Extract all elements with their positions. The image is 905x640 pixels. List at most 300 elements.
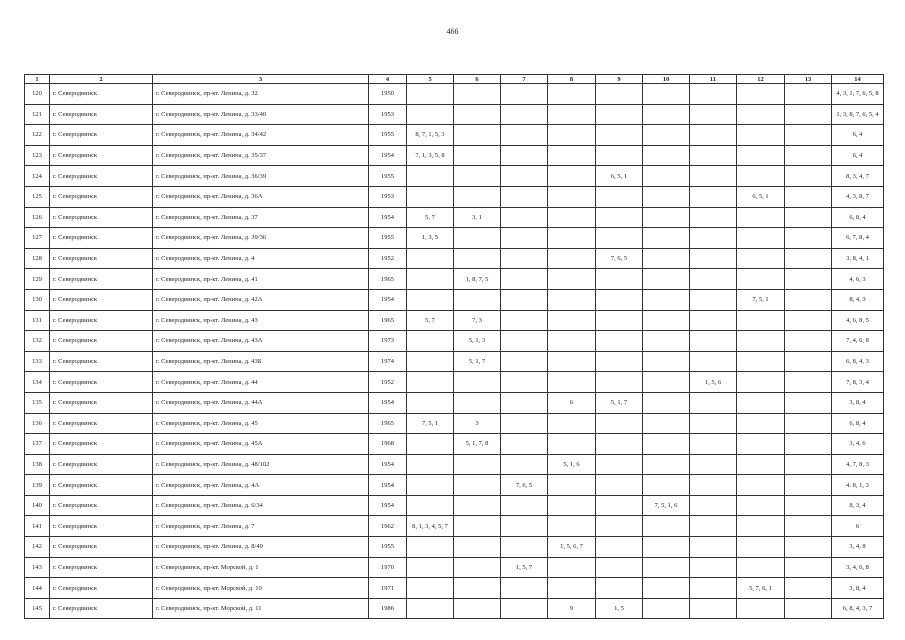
table-cell <box>785 125 832 146</box>
table-cell: 3 <box>454 413 501 434</box>
table-cell: 131 <box>25 310 50 331</box>
table-row <box>25 310 884 331</box>
table-cell <box>548 434 596 455</box>
table-cell <box>501 125 548 146</box>
table-cell <box>454 537 501 558</box>
table-cell: 1965 <box>369 310 407 331</box>
table-cell: 1955 <box>369 125 407 146</box>
table-cell: 1955 <box>369 537 407 558</box>
table-cell <box>690 310 737 331</box>
table-cell <box>454 495 501 516</box>
table-cell <box>643 516 690 537</box>
table-cell <box>690 145 737 166</box>
table-row <box>25 372 884 393</box>
table-cell: г. Северодвинск <box>50 495 153 516</box>
table-cell: 7, 8, 3, 4 <box>832 372 884 393</box>
table-cell: 143 <box>25 557 50 578</box>
table-cell: 1974 <box>369 351 407 372</box>
table-cell: 127 <box>25 228 50 249</box>
table-cell: 8, 1, 3, 4, 5, 7 <box>407 516 454 537</box>
table-cell <box>596 351 643 372</box>
table-cell: г. Северодвинск <box>50 84 153 105</box>
table-cell <box>643 310 690 331</box>
table-cell: 7, 6, 5 <box>596 248 643 269</box>
table-cell: 121 <box>25 104 50 125</box>
table-cell <box>643 351 690 372</box>
table-row <box>25 228 884 249</box>
table-cell <box>737 269 785 290</box>
table-cell: 6, 5, 1 <box>737 186 785 207</box>
table-cell: г. Северодвинск, пр-кт. Ленина, д. 34/42 <box>153 125 369 146</box>
table-cell <box>454 289 501 310</box>
table-cell: 4, 6, 8, 5 <box>832 310 884 331</box>
table-cell <box>548 413 596 434</box>
table-cell: 120 <box>25 84 50 105</box>
table-cell: 122 <box>25 125 50 146</box>
column-header: 6 <box>454 75 501 84</box>
table-row <box>25 248 884 269</box>
table-cell: г. Северодвинск <box>50 434 153 455</box>
table-cell <box>596 537 643 558</box>
table-cell <box>785 289 832 310</box>
table-cell: г. Северодвинск, пр-кт. Ленина, д. 43Б <box>153 351 369 372</box>
table-cell <box>643 372 690 393</box>
table-cell <box>643 145 690 166</box>
table-cell <box>501 598 548 619</box>
table-cell <box>737 434 785 455</box>
table-cell: 1954 <box>369 475 407 496</box>
table-cell <box>785 228 832 249</box>
table-cell <box>407 434 454 455</box>
table-cell <box>501 145 548 166</box>
table-cell: 1962 <box>369 516 407 537</box>
table-cell <box>596 310 643 331</box>
table-cell <box>596 516 643 537</box>
table-cell <box>643 392 690 413</box>
table-row <box>25 269 884 290</box>
table-cell: г. Северодвинск, пр-кт. Морской, д. 1 <box>153 557 369 578</box>
table-cell <box>454 166 501 187</box>
table-cell <box>785 84 832 105</box>
table-cell: 1971 <box>369 578 407 599</box>
table-cell <box>785 578 832 599</box>
table-row <box>25 125 884 146</box>
table-cell <box>501 228 548 249</box>
table-cell <box>785 598 832 619</box>
table-cell <box>596 125 643 146</box>
table-cell <box>690 125 737 146</box>
table-cell <box>737 495 785 516</box>
table-row <box>25 84 884 105</box>
column-header: 13 <box>785 75 832 84</box>
table-cell: 1954 <box>369 454 407 475</box>
table-cell: 142 <box>25 537 50 558</box>
table-cell: г. Северодвинск <box>50 248 153 269</box>
table-cell <box>785 104 832 125</box>
table-cell <box>596 289 643 310</box>
table-cell <box>548 104 596 125</box>
table-cell <box>643 84 690 105</box>
table-cell <box>643 166 690 187</box>
table-cell <box>454 392 501 413</box>
table-cell <box>690 248 737 269</box>
table-cell <box>548 289 596 310</box>
table-cell <box>596 454 643 475</box>
table-cell <box>785 454 832 475</box>
table-cell <box>785 145 832 166</box>
table-cell: 4. 8, 1, 3 <box>832 475 884 496</box>
table-cell <box>407 166 454 187</box>
table-cell: 5, 1, 3 <box>454 331 501 352</box>
table-cell: 3, 8, 4, 1 <box>832 248 884 269</box>
table-cell: 6, 4 <box>832 145 884 166</box>
table-cell <box>454 557 501 578</box>
table-cell <box>785 372 832 393</box>
table-row <box>25 434 884 455</box>
table-cell: 1953 <box>369 186 407 207</box>
table-cell: г. Северодвинск, пр-кт. Ленина, д. 43А <box>153 331 369 352</box>
buildings-table <box>24 74 884 619</box>
table-cell <box>643 434 690 455</box>
page-number: 466 <box>446 27 459 36</box>
table-cell: 1950 <box>369 84 407 105</box>
table-cell: 5, 7 <box>407 207 454 228</box>
table-cell <box>454 125 501 146</box>
table-cell: г. Северодвинск <box>50 454 153 475</box>
table-cell <box>643 331 690 352</box>
table-cell <box>407 557 454 578</box>
table-cell <box>596 413 643 434</box>
table-cell: 1, 5, 6, 7 <box>548 537 596 558</box>
table-cell <box>690 331 737 352</box>
table-cell <box>737 310 785 331</box>
table-cell: 139 <box>25 475 50 496</box>
table-cell <box>596 434 643 455</box>
column-header: 14 <box>832 75 884 84</box>
table-cell: г. Северодвинск <box>50 351 153 372</box>
table-cell <box>785 351 832 372</box>
table-cell <box>690 434 737 455</box>
table-cell <box>407 351 454 372</box>
table-cell <box>737 557 785 578</box>
table-cell: г. Северодвинск <box>50 413 153 434</box>
table-cell <box>737 454 785 475</box>
table-cell <box>501 310 548 331</box>
table-cell <box>596 186 643 207</box>
table-cell: г. Северодвинск <box>50 186 153 207</box>
table-cell <box>454 578 501 599</box>
table-cell <box>690 186 737 207</box>
table-cell <box>643 248 690 269</box>
table-cell: 1952 <box>369 248 407 269</box>
table-cell: г. Северодвинск, пр-кт. Ленина, д. 35/37 <box>153 145 369 166</box>
table-cell <box>501 516 548 537</box>
table-cell: 7, 5, 1, 6 <box>643 495 690 516</box>
table-cell: 1955 <box>369 166 407 187</box>
table-cell: 136 <box>25 413 50 434</box>
table-cell <box>785 269 832 290</box>
table-cell <box>548 331 596 352</box>
table-cell <box>548 475 596 496</box>
table-cell: 9 <box>548 598 596 619</box>
table-cell <box>737 475 785 496</box>
table-row <box>25 557 884 578</box>
table-cell <box>501 372 548 393</box>
table-cell: 141 <box>25 516 50 537</box>
table-cell <box>690 578 737 599</box>
table-cell: 124 <box>25 166 50 187</box>
table-cell <box>501 495 548 516</box>
table-cell <box>454 145 501 166</box>
column-header: 11 <box>690 75 737 84</box>
table-row <box>25 289 884 310</box>
table-cell: 1954 <box>369 392 407 413</box>
table-cell <box>596 331 643 352</box>
table-cell <box>596 145 643 166</box>
table-cell <box>407 392 454 413</box>
table-cell <box>690 557 737 578</box>
table-cell: 6, 7, 8, 4 <box>832 228 884 249</box>
table-cell <box>690 104 737 125</box>
table-cell <box>548 228 596 249</box>
table-cell <box>785 207 832 228</box>
table-cell <box>785 331 832 352</box>
table-cell: 1965 <box>369 269 407 290</box>
table-cell <box>737 372 785 393</box>
table-cell: г. Северодвинск <box>50 104 153 125</box>
table-cell: 5, 1, 7 <box>596 392 643 413</box>
table-cell: 1, 5, 7 <box>501 557 548 578</box>
table-cell <box>785 434 832 455</box>
column-header: 5 <box>407 75 454 84</box>
table-cell <box>643 207 690 228</box>
table-cell <box>737 392 785 413</box>
table-cell <box>643 269 690 290</box>
table-cell: 7, 4, 6, 8 <box>832 331 884 352</box>
table-cell: 132 <box>25 331 50 352</box>
table-cell <box>643 454 690 475</box>
table-cell <box>690 598 737 619</box>
table-cell <box>501 289 548 310</box>
table-cell <box>407 578 454 599</box>
table-cell <box>596 578 643 599</box>
table-cell <box>690 537 737 558</box>
table-cell <box>690 392 737 413</box>
table-cell <box>737 516 785 537</box>
table-cell <box>596 207 643 228</box>
table-row <box>25 392 884 413</box>
table-cell: г. Северодвинск <box>50 289 153 310</box>
table-cell <box>454 248 501 269</box>
table-row <box>25 537 884 558</box>
table-cell <box>737 413 785 434</box>
table-cell: 5, 1, 7, 8 <box>454 434 501 455</box>
table-cell <box>690 228 737 249</box>
table-cell: г. Северодвинск, пр-кт. Ленина, д. 39/36 <box>153 228 369 249</box>
table-cell <box>596 269 643 290</box>
table-cell: 6, 8, 4 <box>832 207 884 228</box>
table-cell <box>501 578 548 599</box>
table-cell <box>548 145 596 166</box>
table-cell: 5, 7, 6, 1 <box>737 578 785 599</box>
table-cell <box>596 228 643 249</box>
table-cell: г. Северодвинск, пр-кт. Ленина, д. 45А <box>153 434 369 455</box>
table-cell: г. Северодвинск, пр-кт. Морской, д. 11 <box>153 598 369 619</box>
table-cell: г. Северодвинск <box>50 269 153 290</box>
table-cell <box>737 537 785 558</box>
table-cell <box>737 598 785 619</box>
table-cell: г. Северодвинск, пр-кт. Ленина, д. 44А <box>153 392 369 413</box>
table-cell: 1973 <box>369 331 407 352</box>
table-row <box>25 351 884 372</box>
table-cell: 6 <box>832 516 884 537</box>
table-row <box>25 207 884 228</box>
table-cell: г. Северодвинск <box>50 166 153 187</box>
table-row <box>25 454 884 475</box>
table-cell: г. Северодвинск <box>50 372 153 393</box>
table-cell <box>501 104 548 125</box>
table-cell <box>737 351 785 372</box>
table-cell: 126 <box>25 207 50 228</box>
table-cell: г. Северодвинск <box>50 145 153 166</box>
table-cell <box>548 351 596 372</box>
table-cell: 138 <box>25 454 50 475</box>
table-cell <box>407 84 454 105</box>
table-cell: 6, 4 <box>832 125 884 146</box>
table-cell: 129 <box>25 269 50 290</box>
column-header: 3 <box>153 75 369 84</box>
table-cell: г. Северодвинск, пр-кт. Ленина, д. 36А <box>153 186 369 207</box>
table-cell: г. Северодвинск, пр-кт. Ленина, д. 48/102 <box>153 454 369 475</box>
table-cell <box>785 557 832 578</box>
table-cell <box>548 516 596 537</box>
table-cell <box>596 557 643 578</box>
table-row <box>25 186 884 207</box>
table-cell: 3, 4, 8 <box>832 537 884 558</box>
table-cell: 7, 5, 1 <box>737 289 785 310</box>
table-cell: г. Северодвинск <box>50 392 153 413</box>
table-cell <box>548 248 596 269</box>
table-cell: г. Северодвинск, пр-кт. Ленина, д. 4А <box>153 475 369 496</box>
table-row <box>25 475 884 496</box>
table-row <box>25 145 884 166</box>
table-cell <box>737 248 785 269</box>
table-row <box>25 413 884 434</box>
table-cell <box>407 495 454 516</box>
table-cell <box>548 310 596 331</box>
table-cell: г. Северодвинск, пр-кт. Ленина, д. 33/40 <box>153 104 369 125</box>
table-cell: г. Северодвинск, пр-кт. Ленина, д. 43 <box>153 310 369 331</box>
table-cell: 1965 <box>369 413 407 434</box>
table-cell <box>643 578 690 599</box>
table-cell: 1954 <box>369 495 407 516</box>
table-cell: 6, 8, 4, 3 <box>832 351 884 372</box>
table-cell: 1955 <box>369 228 407 249</box>
table-cell <box>737 228 785 249</box>
table-cell: 7, 3 <box>454 310 501 331</box>
table-cell: 1, 8, 7, 5 <box>454 269 501 290</box>
table-cell: 7, 5, 1 <box>407 413 454 434</box>
table-cell: г. Северодвинск <box>50 598 153 619</box>
table-cell: 125 <box>25 186 50 207</box>
table-cell: г. Северодвинск, пр-кт. Ленина, д. 4 <box>153 248 369 269</box>
table-cell: 1952 <box>369 372 407 393</box>
table-cell <box>407 269 454 290</box>
column-header: 7 <box>501 75 548 84</box>
table-cell: 5, 1, 6 <box>548 454 596 475</box>
table-cell <box>548 186 596 207</box>
table-cell: 1954 <box>369 207 407 228</box>
table-cell <box>454 104 501 125</box>
table-cell <box>785 310 832 331</box>
table-row <box>25 495 884 516</box>
table-cell <box>785 248 832 269</box>
table-cell <box>643 598 690 619</box>
table-cell <box>643 537 690 558</box>
table-cell <box>407 372 454 393</box>
table-cell: г. Северодвинск, пр-кт. Ленина, д. 8/49 <box>153 537 369 558</box>
table-cell <box>407 537 454 558</box>
table-cell: г. Северодвинск <box>50 516 153 537</box>
table-cell: 133 <box>25 351 50 372</box>
table-cell <box>407 598 454 619</box>
table-cell <box>737 166 785 187</box>
table-cell <box>548 269 596 290</box>
table-cell <box>501 434 548 455</box>
table-cell <box>690 475 737 496</box>
table-cell <box>548 125 596 146</box>
column-header: 8 <box>548 75 596 84</box>
table-cell: 1954 <box>369 145 407 166</box>
table-cell <box>501 248 548 269</box>
table-cell: г. Северодвинск, пр-кт. Ленина, д. 37 <box>153 207 369 228</box>
table-cell <box>596 84 643 105</box>
table-cell: 7, 1, 3, 5, 8 <box>407 145 454 166</box>
table-cell: 3, 1 <box>454 207 501 228</box>
table-cell <box>454 186 501 207</box>
table-cell: 3, 4, 6, 8 <box>832 557 884 578</box>
table-cell <box>454 475 501 496</box>
table-cell <box>501 186 548 207</box>
table-cell <box>737 207 785 228</box>
table-cell: 6 <box>548 392 596 413</box>
column-header: 10 <box>643 75 690 84</box>
table-cell <box>596 372 643 393</box>
table-cell: г. Северодвинск <box>50 331 153 352</box>
table-cell <box>407 475 454 496</box>
table-cell: 4, 7, 8, 3 <box>832 454 884 475</box>
table-cell <box>737 125 785 146</box>
column-header: 1 <box>25 75 50 84</box>
table-cell <box>548 166 596 187</box>
table-cell: 1954 <box>369 289 407 310</box>
table-cell: 1, 3, 8, 7, 6, 5, 4 <box>832 104 884 125</box>
table-cell <box>643 557 690 578</box>
table-cell <box>501 84 548 105</box>
table-cell: 5, 7 <box>407 310 454 331</box>
table-cell: г. Северодвинск <box>50 310 153 331</box>
table-cell <box>454 454 501 475</box>
table-cell <box>690 516 737 537</box>
table-cell <box>501 269 548 290</box>
table-cell: 135 <box>25 392 50 413</box>
table-cell: 7, 6, 5 <box>501 475 548 496</box>
table-cell: г. Северодвинск, пр-кт. Ленина, д. 32 <box>153 84 369 105</box>
table-cell <box>501 454 548 475</box>
table-cell <box>643 413 690 434</box>
table-body <box>25 84 884 619</box>
table-cell <box>407 186 454 207</box>
